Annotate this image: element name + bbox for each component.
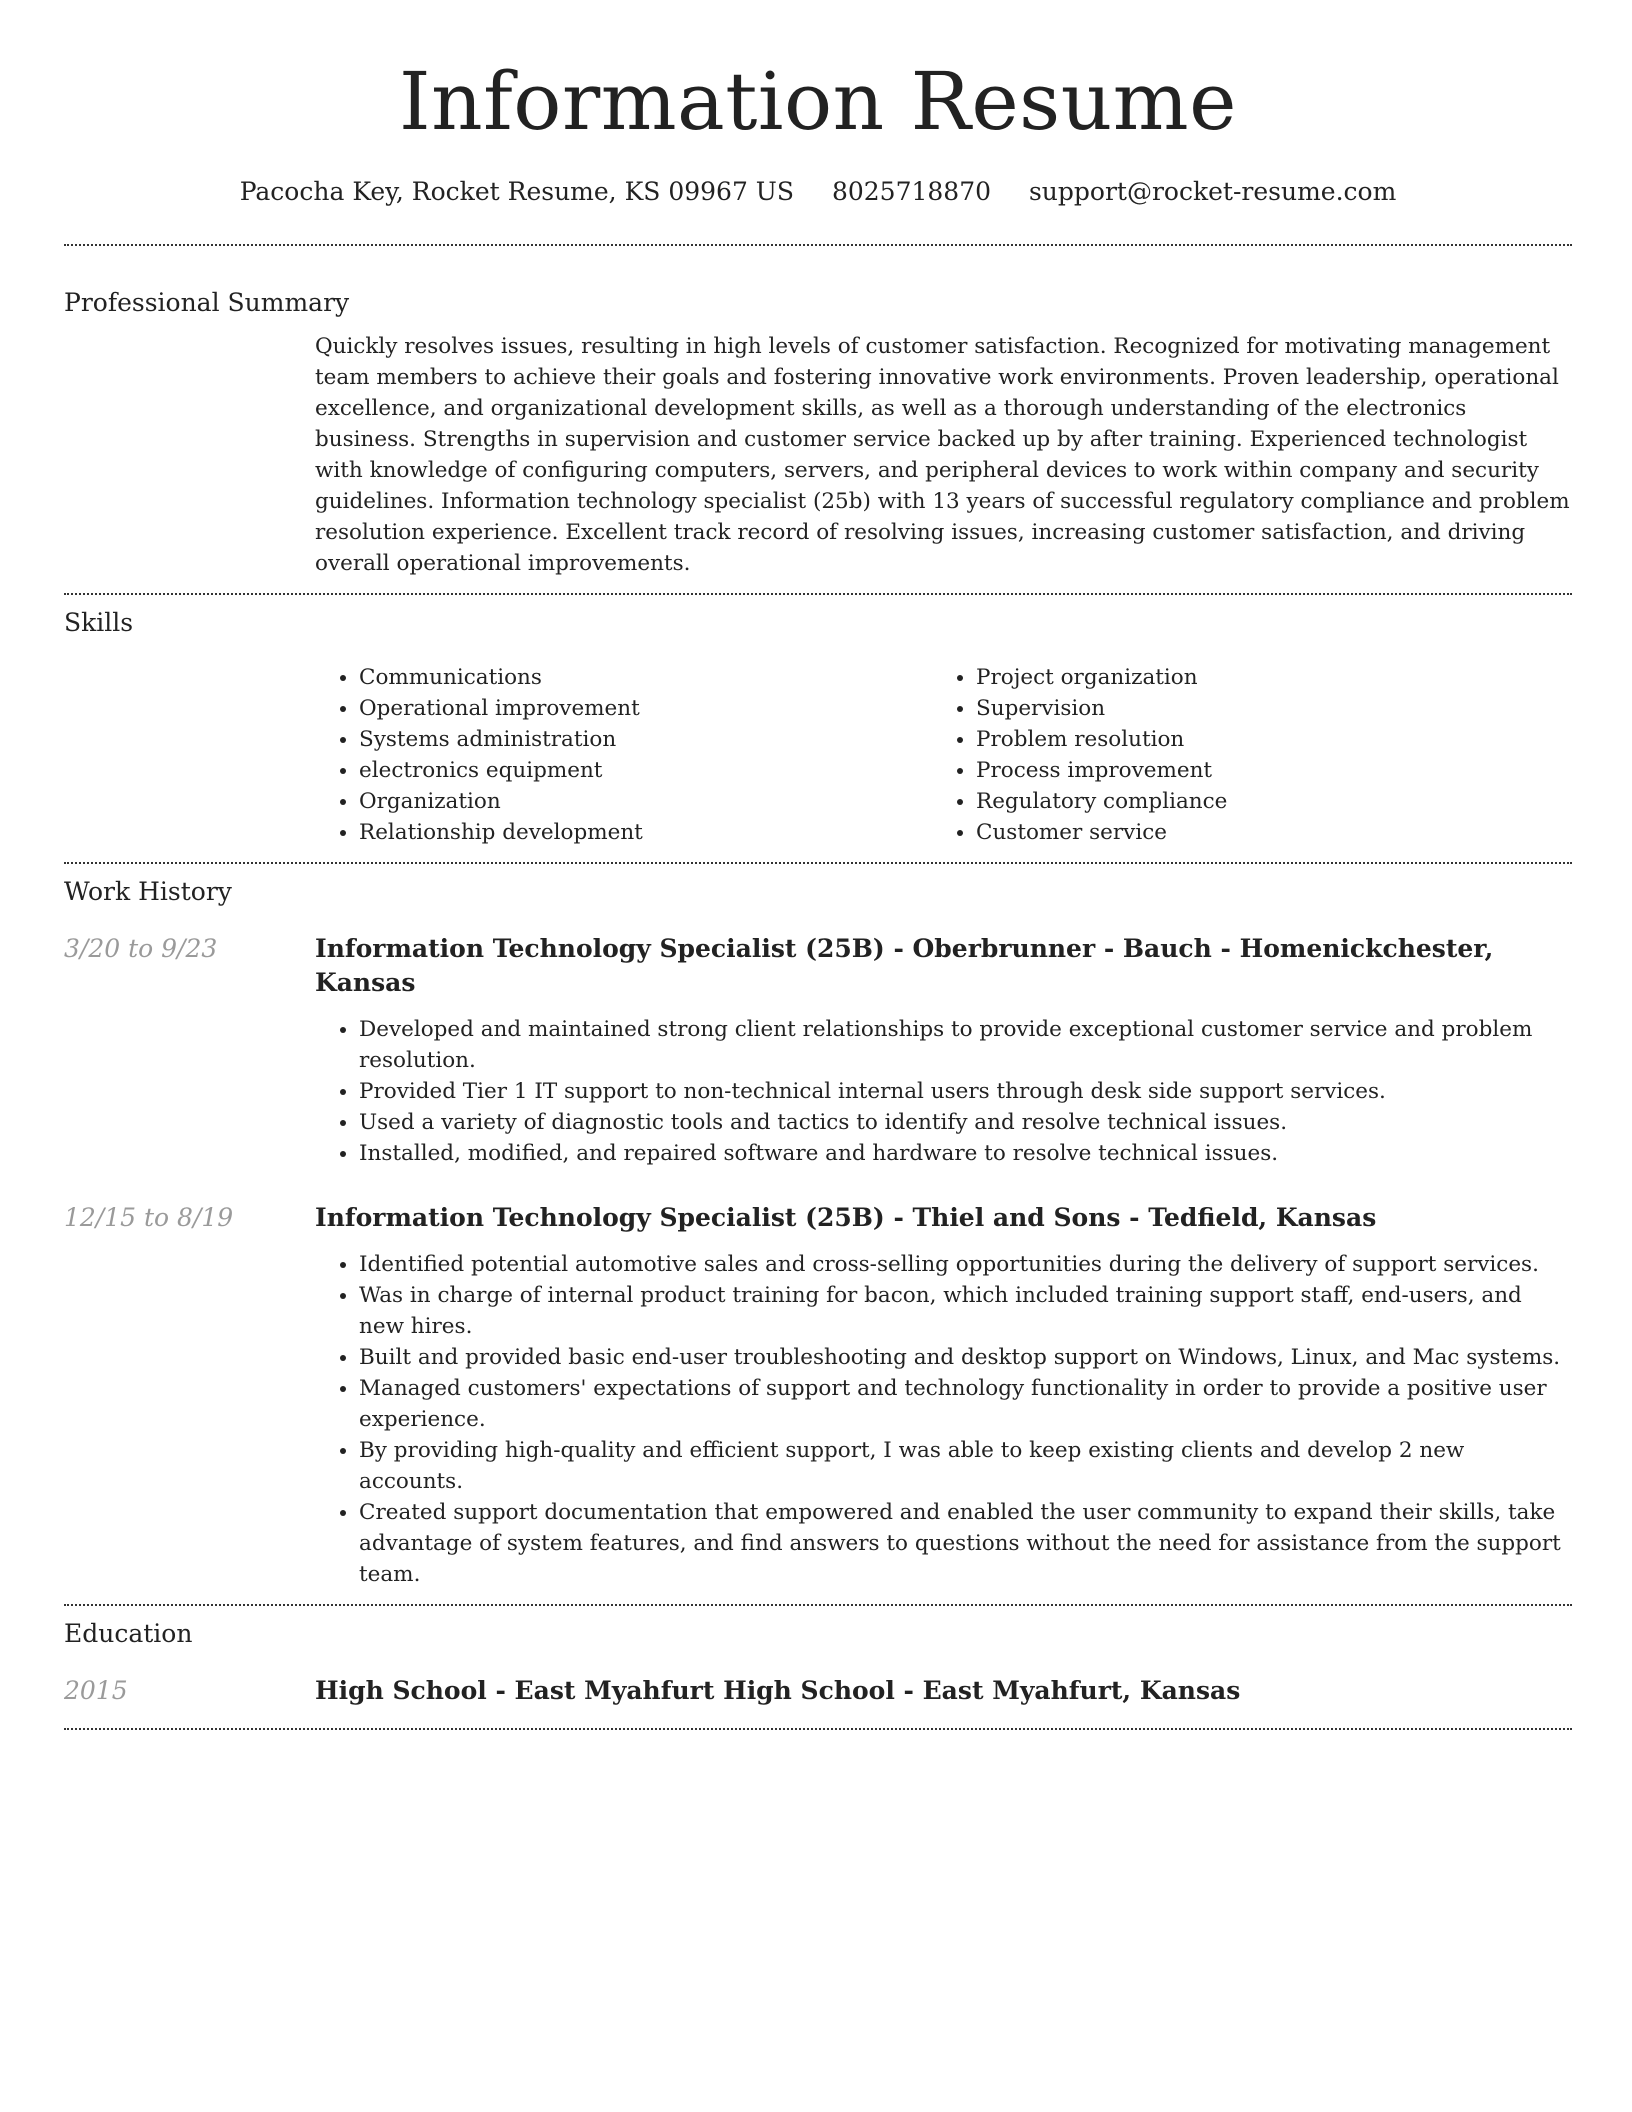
skills-title: Skills <box>64 608 134 637</box>
job-bullet: • Developed and maintained strong client relationships to provide exceptional customer service and problem resolution. <box>359 1014 1572 1076</box>
job-title: Information Technology Specialist (25B) - Oberbrunner - Bauch - Homenickchester, Kansas <box>315 934 1494 997</box>
job-bullet: • Built and provided basic end-user troubleshooting and desktop support on Windows, Linux, and Mac systems. <box>359 1342 1572 1373</box>
job-entry <box>64 1201 1572 1590</box>
skill-item: • Customer service <box>976 817 1551 848</box>
job-bullets <box>315 1014 1572 1169</box>
job-bullet: • By providing high-quality and efficient support, I was able to keep existing clients and develop 2 new accounts. <box>359 1435 1572 1497</box>
skills-list-right <box>932 662 1551 848</box>
job-bullet: • Managed customers' expectations of support and technology functionality in order to provide a positive user experience. <box>359 1373 1572 1435</box>
summary-section <box>64 246 1572 593</box>
summary-title: Professional Summary <box>64 288 350 317</box>
education-title: Education <box>64 1619 193 1648</box>
job-bullet: • Used a variety of diagnostic tools and tactics to identify and resolve technical issues. <box>359 1107 1572 1138</box>
job-dates: 12/15 to 8/19 <box>64 1203 234 1232</box>
contact-line <box>64 174 1572 210</box>
skill-item: • Problem resolution <box>976 724 1551 755</box>
work-title: Work History <box>64 877 232 906</box>
resume-name: Information Resume <box>399 55 1237 148</box>
job-bullet: • Installed, modified, and repaired software and hardware to resolve technical issues. <box>359 1138 1572 1169</box>
contact-address: Pacocha Key, Rocket Resume, KS 09967 US <box>239 177 794 206</box>
resume-page <box>64 0 1572 1730</box>
education-dates: 2015 <box>64 1676 128 1705</box>
skill-item: • electronics equipment <box>359 755 932 786</box>
skill-item: • Project organization <box>976 662 1551 693</box>
skills-list-left <box>315 662 932 848</box>
skills-section <box>64 595 1572 862</box>
skill-item: • Process improvement <box>976 755 1551 786</box>
education-section <box>64 1606 1572 1728</box>
skill-item: • Regulatory compliance <box>976 786 1551 817</box>
education-entry <box>64 1674 1572 1708</box>
job-title: Information Technology Specialist (25B) - Thiel and Sons - Tedfield, Kansas <box>315 1203 1377 1232</box>
job-bullet: • Identified potential automotive sales and cross-selling opportunities during the delivery of support services. <box>359 1249 1572 1280</box>
job-bullet: • Created support documentation that empowered and enabled the user community to expand their skills, take advantage of system features, and find answers to questions without the need for assistance from the support team. <box>359 1497 1572 1590</box>
contact-phone: 8025718870 <box>831 177 992 206</box>
skill-item: • Organization <box>359 786 932 817</box>
skill-item: • Supervision <box>976 693 1551 724</box>
summary-text: Quickly resolves issues, resulting in high levels of customer satisfaction. Recognized for motivating management team members to achieve their goals and fostering innovative work environments. Proven leadership, operational excellence, and organizational development skills, as well as a thorough understanding of the electronics business. Strengths in supervision and customer service backed up by after training. Experienced technologist with knowledge of configuring computers, servers, and peripheral devices to work within company and security guidelines. Information technology specialist (25b) with 13 years of successful regulatory compliance and problem resolution experience. Excellent track record of resolving issues, increasing customer satisfaction, and driving overall operational improvements. <box>315 334 1570 576</box>
skill-item: • Systems administration <box>359 724 932 755</box>
job-bullet: • Was in charge of internal product training for bacon, which included training support staff, end-users, and new hires. <box>359 1280 1572 1342</box>
job-entry <box>64 932 1572 1169</box>
section-divider <box>64 1728 1572 1730</box>
contact-email: support@rocket-resume.com <box>1028 177 1397 206</box>
skill-item: • Operational improvement <box>359 693 932 724</box>
job-bullets <box>315 1249 1572 1590</box>
job-dates: 3/20 to 9/23 <box>64 934 218 963</box>
work-section <box>64 864 1572 1604</box>
education-title-line: High School - East Myahfurt High School - East Myahfurt, Kansas <box>315 1676 1241 1705</box>
job-bullet: • Provided Tier 1 IT support to non-technical internal users through desk side support services. <box>359 1076 1572 1107</box>
skill-item: • Relationship development <box>359 817 932 848</box>
skill-item: • Communications <box>359 662 932 693</box>
